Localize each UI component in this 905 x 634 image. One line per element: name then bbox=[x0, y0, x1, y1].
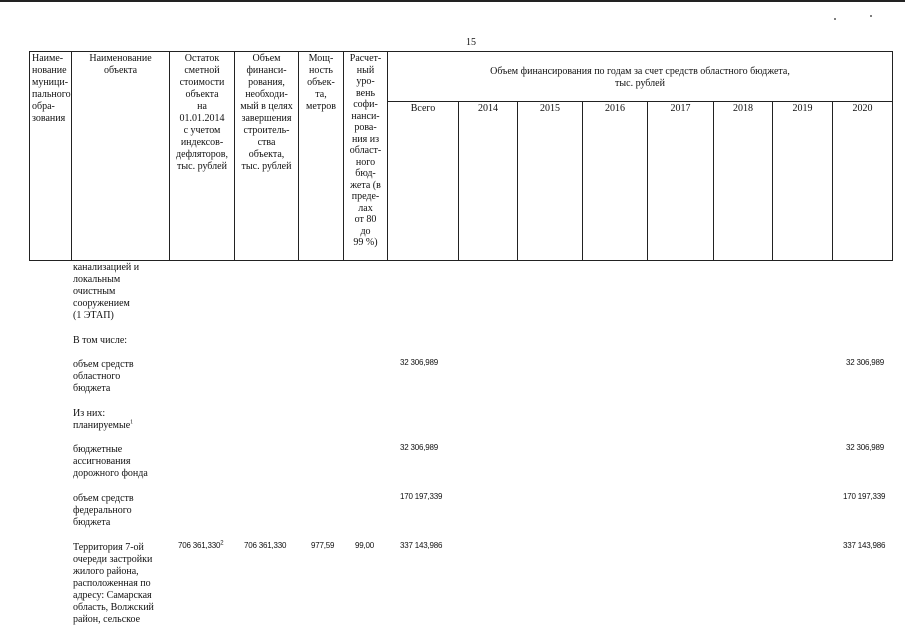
header-year-2017: 2017 bbox=[647, 101, 714, 261]
header-year-2018: 2018 bbox=[713, 101, 773, 261]
header-year-total: Всего bbox=[387, 101, 459, 261]
territory-2020: 337 143,986 bbox=[843, 541, 886, 550]
of-them-planned-text: Из них: планируемые bbox=[73, 408, 131, 431]
header-year-2015: 2015 bbox=[517, 101, 583, 261]
territory-remaining-cost bbox=[178, 541, 223, 551]
header-capacity: Мощ- ность объек- та, метров bbox=[298, 51, 344, 261]
road-fund-2020: 32 306,989 bbox=[846, 443, 885, 452]
footnote-mark: 1 bbox=[130, 419, 134, 426]
header-remaining-cost: Остаток сметной стоимости объекта на 01.01.2014 с учетом индексов- дефляторов, тыс. рублей bbox=[169, 51, 235, 261]
footnote-mark: 2 bbox=[220, 540, 224, 547]
header-object-name: Наименование объекта bbox=[71, 51, 170, 261]
territory-remaining-value: 706 361,330 bbox=[178, 541, 221, 550]
regional-budget-2020: 32 306,989 bbox=[846, 358, 885, 367]
header-year-2020: 2020 bbox=[832, 101, 893, 261]
header-cofinancing-level: Расчет- ный уро- вень софи- нанси- рова- ния из област- ного бюд- жета (в преде- лах от 80 до 99 %) bbox=[343, 51, 388, 261]
including-label: В том числе: bbox=[73, 335, 128, 346]
header-group-title: Объем финансирования по годам за счет средств областного бюджета, тыс. рублей bbox=[387, 51, 893, 102]
header-municipality: Наиме- нование муници- пального обра- зования bbox=[29, 51, 72, 261]
federal-budget-total: 170 197,339 bbox=[400, 492, 443, 501]
territory-total: 337 143,986 bbox=[400, 541, 443, 550]
territory-object-name: Территория 7-ой очереди застройки жилого района, расположенная по адресу: Самарская область, Волжский район, сельское bbox=[73, 542, 154, 625]
header-year-2016: 2016 bbox=[582, 101, 648, 261]
federal-budget-2020: 170 197,339 bbox=[843, 492, 886, 501]
of-them-planned-label bbox=[73, 408, 169, 432]
road-fund-total: 32 306,989 bbox=[400, 443, 439, 452]
territory-financing-volume: 706 361,330 bbox=[244, 541, 287, 550]
header-financing-volume: Объем финанси- рования, необходи- мый в целях завершения строитель- ства объекта, тыс. рублей bbox=[234, 51, 299, 261]
object-name-continued: канализацией и локальным очистным сооружением (1 ЭТАП) bbox=[73, 262, 140, 321]
federal-budget-label: объем средств федерального бюджета bbox=[73, 493, 134, 528]
territory-cofinancing-level: 99,00 bbox=[355, 541, 375, 550]
road-fund-label: бюджетные ассигнования дорожного фонда bbox=[73, 444, 148, 479]
scan-speck bbox=[870, 15, 872, 17]
page-number: 15 bbox=[466, 37, 476, 48]
scan-speck bbox=[834, 18, 836, 20]
top-border-line bbox=[0, 0, 905, 2]
territory-capacity: 977,59 bbox=[311, 541, 335, 550]
regional-budget-total: 32 306,989 bbox=[400, 358, 439, 367]
header-year-2014: 2014 bbox=[458, 101, 518, 261]
regional-budget-label: объем средств областного бюджета bbox=[73, 359, 134, 394]
header-year-2019: 2019 bbox=[772, 101, 833, 261]
